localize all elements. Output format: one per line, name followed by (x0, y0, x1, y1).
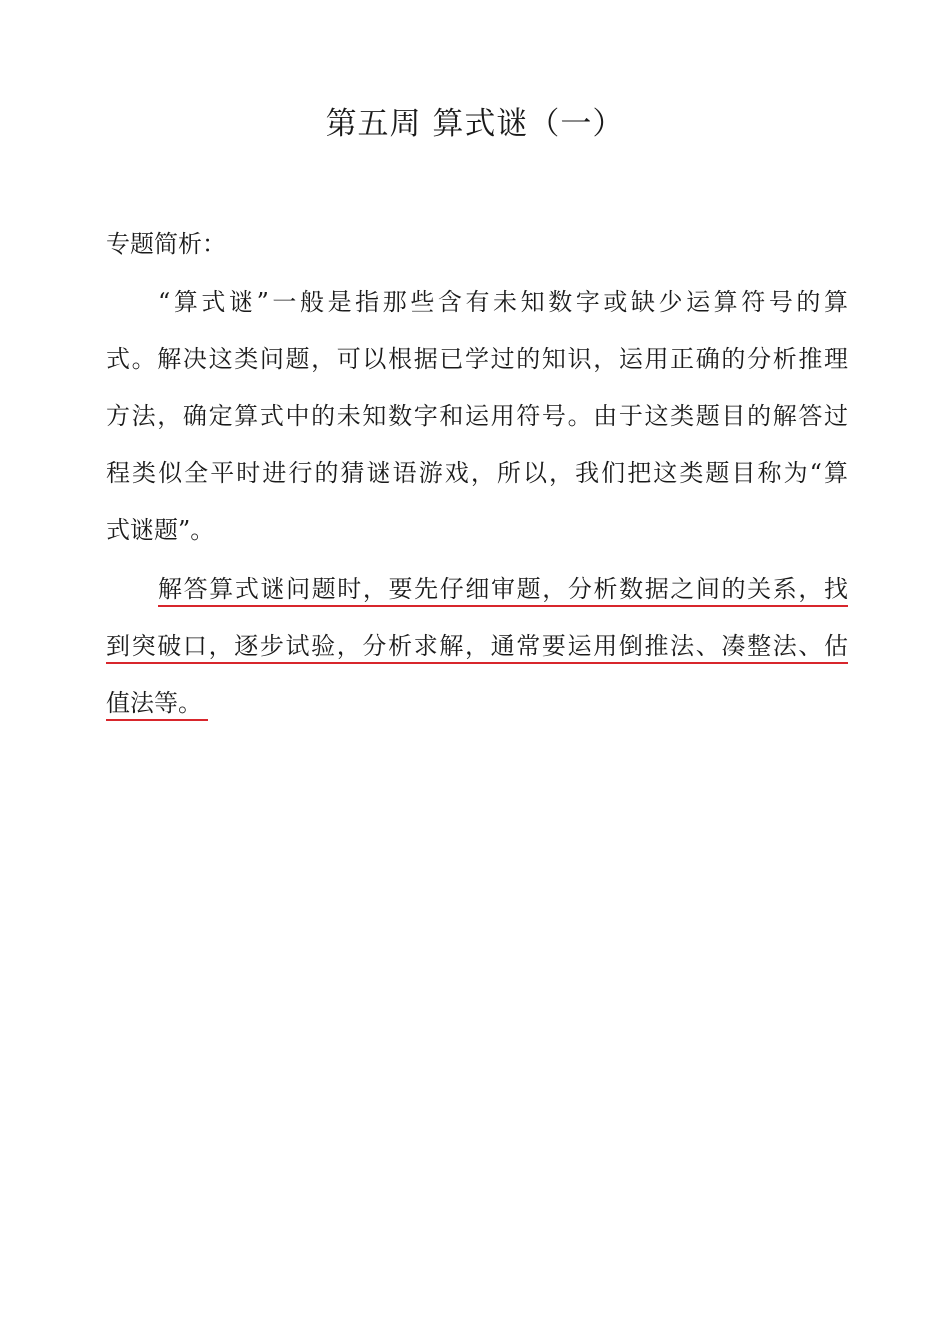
red-underline (158, 605, 848, 607)
red-underline (106, 662, 848, 664)
underlined-line (106, 683, 848, 740)
paragraph-line: 程类似全平时进行的猜谜语游戏，所以，我们把这类题目称为“算 (106, 459, 848, 487)
paragraph-line: “算式谜”一般是指那些含有未知数字或缺少运算符号的算 (158, 288, 848, 316)
red-underline (106, 719, 208, 721)
paragraph-line: 值法等。 (106, 689, 202, 717)
paragraph-line: 方法，确定算式中的未知数字和运用符号。由于这类题目的解答过 (106, 402, 848, 430)
paragraph-line: 式谜题”。 (106, 516, 215, 544)
method-paragraph (106, 569, 848, 740)
underlined-line (106, 569, 848, 626)
page-title: 第五周 算式谜（一） (325, 106, 625, 142)
intro-paragraph (106, 282, 848, 567)
paragraph-line: 解答算式谜问题时，要先仔细审题，分析数据之间的关系，找 (158, 575, 848, 603)
paragraph-line: 到突破口，逐步试验，分析求解，通常要运用倒推法、凑整法、估 (106, 632, 848, 660)
paragraph-line: 式。解决这类问题，可以根据已学过的知识，运用正确的分析推理 (106, 345, 848, 373)
section-label: 专题简析： (106, 230, 226, 258)
underlined-line (106, 626, 848, 683)
